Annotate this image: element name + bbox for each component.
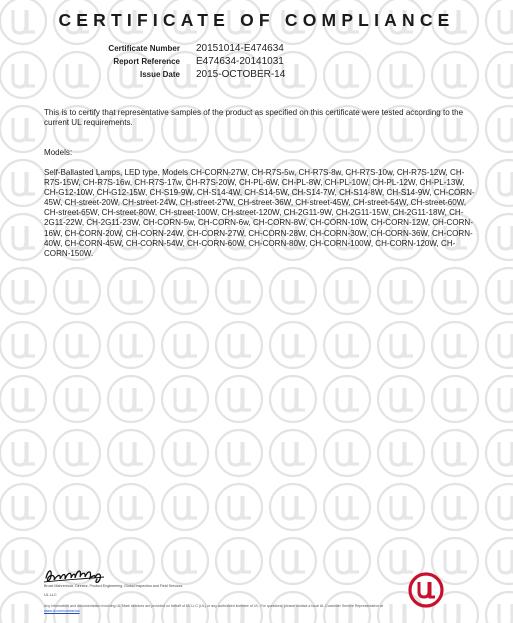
models-label: Models: [44, 148, 73, 157]
report-reference-value: E474634-20141031 [196, 56, 284, 67]
contact-link[interactable]: www.ul.com/contactus [44, 609, 80, 613]
ul-mark-icon [407, 571, 445, 609]
certificate-number-label: Certificate Number [108, 44, 180, 53]
issue-date-row [0, 69, 513, 82]
issue-date-label: Issue Date [139, 70, 180, 79]
certificate-number-row [0, 43, 513, 56]
issue-date-value: 2015-OCTOBER-14 [196, 69, 286, 80]
report-reference-label: Report Reference [113, 57, 180, 66]
footer-notice [44, 604, 394, 614]
footer-text: Any information and documentation involving UL Mark services are provided on behalf of UL LLC (UL) or any authorized licensee of UL. For questions, please contact a local UL Customer Service Representative at [44, 604, 383, 608]
report-reference-row [0, 56, 513, 69]
certificate-number-value: 20151014-E474634 [196, 43, 284, 54]
certification-statement: This is to certify that representative samples of the product as specified on this certificate were tested according to the current UL requirements. [44, 108, 464, 128]
signature-caption: Bruce Mahrenholz, Director, Product Engineering, Global Inspection and Field Services [44, 584, 183, 588]
signature-image [42, 564, 122, 586]
organization-name: UL LLC [44, 593, 57, 597]
certificate-title: CERTIFICATE OF COMPLIANCE [58, 10, 455, 30]
models-list: Self-Ballasted Lamps, LED type, Models CH-CORN-27W, CH-R7S-5w, CH-R7S-8w, CH-R7S-10w, CH-R7S-12W, CH-R7S-15W, CH-R7S-16w, CH-R7S-17w, CH-R7S-20W, CH-PL-6W, CH-PL-8W, CH-PL-10W, CH-PL-12W, CH-PL-13W, CH-G12-10W, CH-G12-15W, CH-S19-9W, CH-S14-4W, CH-S14-5W, CH-S14-7W, CH-S14-8W, CH-S14-9W, CH-CORN-45W, CH-street-20W, CH-street-24W, CH-street-27W, CH-street-36W, CH-street-45W, CH-street-54W, CH-street-60W, CH-street-65W, CH-street-80W, CH-street-100W, CH-street-120W, CH-2G11-9W, CH-2G11-15W, CH-2G11-18W, CH-2G11-22W, CH-2G11-23W, CH-CORN-5w, CH-CORN-6w, CH-CORN-8W, CH-CORN-10W, CH-CORN-12W, CH-CORN-16W, CH-CORN-20W, CH-CORN-24W, CH-CORN-27W, CH-CORN-28W, CH-CORN-30W, CH-CORN-36W, CH-CORN-40W, CH-CORN-45W, CH-CORN-54W, CH-CORN-60W, CH-CORN-80W, CH-CORN-100W, CH-CORN-120W, CH-CORN-150W. [44, 168, 475, 258]
